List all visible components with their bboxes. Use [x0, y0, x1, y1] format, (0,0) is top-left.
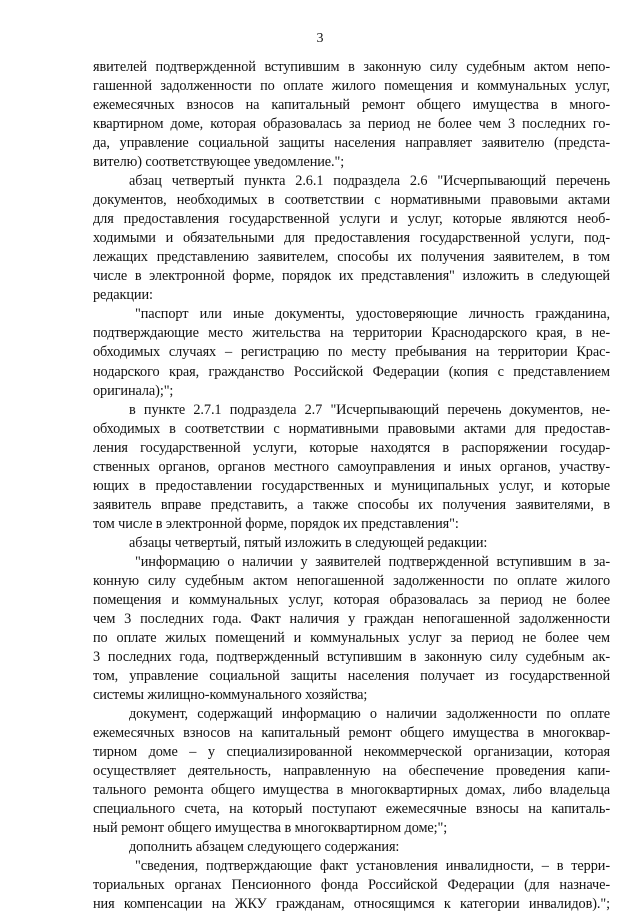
text-line: тального ремонта общего имущества в многоквартирных домах, либо владельца — [93, 782, 610, 799]
text-line: конную силу судебным актом непогашенной задолженности по оплате жилого — [93, 572, 610, 589]
text-line: числе в электронной форме, порядок их представления" изложить в следующей — [93, 268, 610, 285]
text-line: помещения и коммунальных услуг, которая образовалась за период не более — [93, 591, 610, 608]
text-line: ходимыми и обязательными для предоставления государственной услуги, под- — [93, 230, 610, 247]
text-line: заявитель вправе представить, а также способы их получения заявителями, в — [93, 496, 610, 513]
document-body — [93, 58, 610, 914]
text-line: ственных органов, органов местного самоуправления и иных органов, участву- — [93, 458, 610, 475]
text-line: ежемесячных взносов на капитальный ремонт общего имущества в много- — [93, 97, 610, 114]
text-line: 3 последних года, подтвержденный вступившим в законную силу судебным ак- — [93, 648, 610, 665]
text-line: гашенной задолженности по оплате жилого помещения и коммунальных услуг, — [93, 78, 610, 95]
text-line: ежемесячных взносов на капитальный ремонт общего имущества в многоквар- — [93, 725, 610, 742]
text-line: ющих в предоставлении государственных и муниципальных услуг, и которые — [93, 477, 610, 494]
text-line: чем 3 последних года. Факт наличия у граждан непогашенной задолженности — [93, 610, 610, 627]
text-line: дополнить абзацем следующего содержания: — [129, 839, 400, 856]
text-line: том, управление социальной защиты населения получает из государственной — [93, 668, 610, 684]
text-line: ный ремонт общего имущества в многоквартирном доме;"; — [93, 820, 448, 837]
text-line: в пункте 2.7.1 подраздела 2.7 "Исчерпывающий перечень документов, не- — [129, 401, 610, 418]
text-line: подтверждающие место жительства на территории Краснодарского края, в не- — [93, 325, 610, 342]
text-line: ториальных органах Пенсионного фонда Российской Федерации (для назначе- — [93, 877, 610, 894]
text-line: тирном доме – у специализированной некоммерческой организации, которая — [93, 744, 610, 761]
text-line: ления государственной услуги, которые находятся в распоряжении государ- — [93, 439, 610, 456]
text-line: том числе в электронной форме, порядок их представления": — [93, 515, 459, 532]
text-line: квартирном доме, которая образовалась за период не более чем 3 последних го- — [93, 116, 610, 133]
text-line: "паспорт или иные документы, удостоверяющие личность гражданина, — [135, 306, 610, 323]
text-line: осуществляет деятельность, направленную на обеспечение проведения капи- — [93, 763, 610, 780]
text-line: абзац четвертый пункта 2.6.1 подраздела 2.6 "Исчерпывающий перечень — [129, 173, 610, 190]
text-line: ния компенсации на ЖКУ гражданам, относящимся к категории инвалидов)."; — [93, 896, 610, 913]
text-line: "сведения, подтверждающие факт установления инвалидности, – в терри- — [135, 858, 610, 875]
page-number: 3 — [316, 31, 324, 46]
text-line: документов, необходимых в соответствии с нормативными правовыми актами — [93, 192, 610, 209]
text-line: нодарского края, гражданство Российской Федерации (копия с представлением — [93, 363, 610, 380]
text-line: редакции: — [93, 287, 153, 304]
text-line: специального счета, на который поступают ежемесячные взносы на капиталь- — [93, 801, 610, 818]
text-line: "информацию о наличии у заявителей подтвержденной вступившим в за- — [135, 553, 610, 570]
text-line: вителю) соответствующее уведомление."; — [93, 154, 345, 171]
text-line: да, управление социальной защиты населения направляет заявителю (предста- — [93, 135, 610, 152]
text-line: обходимых случаях – регистрацию по месту пребывания на территории Крас- — [93, 344, 610, 361]
text-line: обходимых в соответствии с нормативными правовыми актами для предостав- — [93, 420, 610, 437]
text-line: документ, содержащий информацию о наличии задолженности по оплате — [129, 706, 610, 723]
text-line: абзацы четвертый, пятый изложить в следующей редакции: — [129, 534, 488, 551]
text-line: оригинала);"; — [93, 382, 174, 399]
text-line: явителей подтвержденной вступившим в законную силу судебным актом непо- — [93, 59, 610, 75]
text-line: лежащих представлению заявителем, способы их получения заявителем, в том — [93, 249, 610, 266]
text-line: для предоставления государственной услуги и услуг, которые являются необ- — [93, 211, 610, 228]
text-line: по оплате жилых помещений и коммунальных услуг за период не более чем — [93, 629, 610, 646]
text-line: системы жилищно-коммунального хозяйства; — [93, 687, 368, 704]
